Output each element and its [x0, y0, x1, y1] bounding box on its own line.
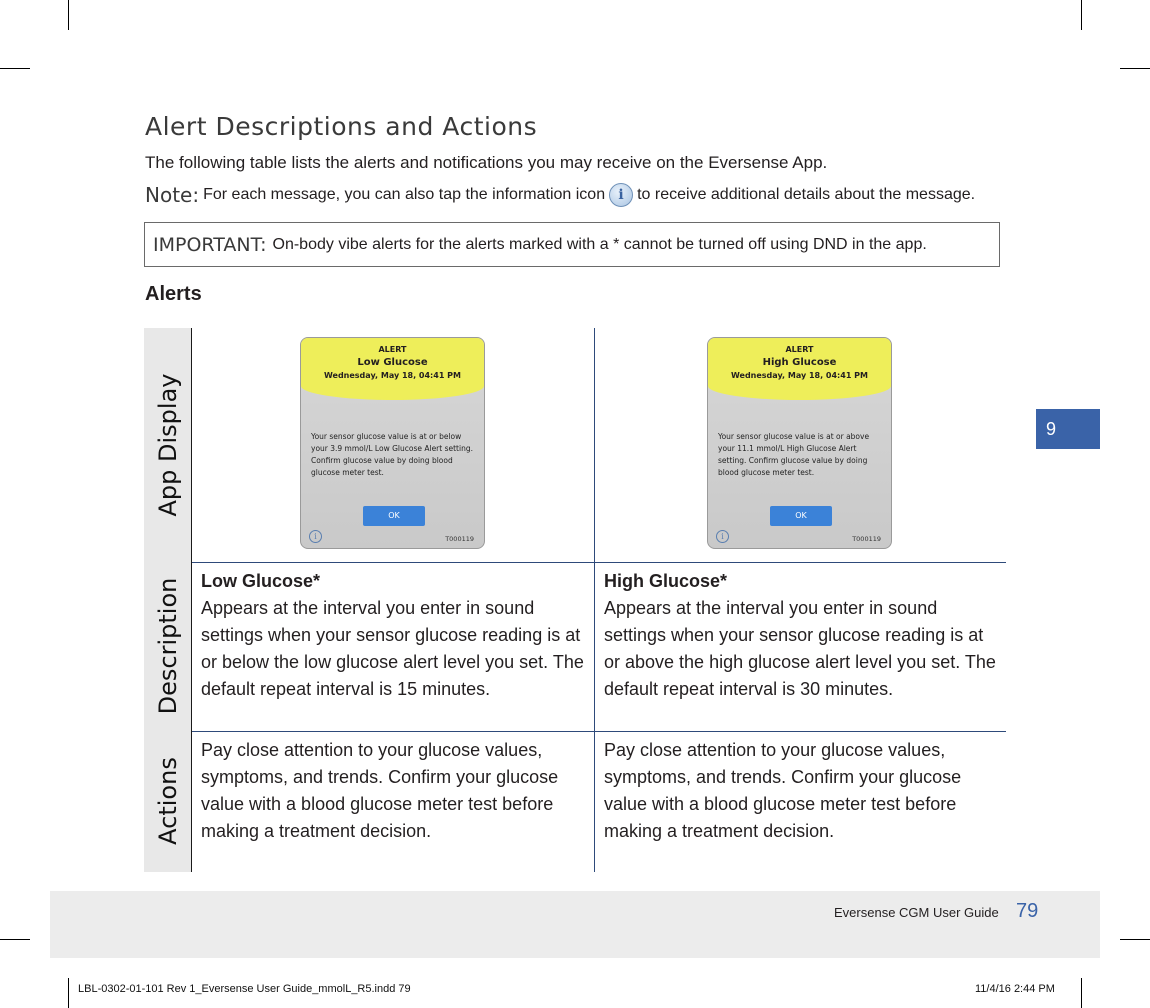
info-icon[interactable]: i	[716, 530, 729, 543]
note-label: Note:	[145, 183, 200, 207]
screen-code: T000119	[445, 535, 474, 543]
alert-action: Pay close attention to your glucose values, symptoms, and trends. Confirm your glucose value with a blood glucose meter test before making a treatment decision.	[604, 740, 962, 841]
print-slug-timestamp: 11/4/16 2:44 PM	[975, 983, 1055, 995]
alert-banner	[708, 338, 891, 400]
row-label-actions	[144, 731, 192, 872]
alert-message: Your sensor glucose value is at or above your 11.1 mmol/L High Glucose Alert setting. Confirm glucose value by doing blood glucose meter test.	[718, 432, 870, 477]
info-icon[interactable]: i	[309, 530, 322, 543]
alert-description: Appears at the interval you enter in sound settings when your sensor glucose reading is at or below the low glucose alert level you set. The default repeat interval is 15 minutes.	[201, 598, 584, 699]
alert-name: High Glucose*	[604, 571, 728, 591]
action-cell-high	[604, 737, 996, 845]
note-text-after: to receive additional details about the message.	[637, 186, 976, 203]
important-box	[144, 222, 1000, 267]
alert-screen-high-glucose	[707, 337, 892, 549]
description-cell-low	[201, 568, 586, 703]
crop-mark	[68, 978, 69, 1008]
row-label-text: Description	[153, 577, 182, 715]
alert-screen-low-glucose	[300, 337, 485, 549]
crop-mark	[1081, 0, 1082, 30]
row-label-description	[144, 562, 192, 731]
description-cell-high	[604, 568, 996, 703]
guide-title: Eversense CGM User Guide	[834, 905, 999, 920]
intro-text: The following table lists the alerts and notifications you may receive on the Eversense App.	[145, 153, 828, 172]
alert-name: Low Glucose*	[201, 571, 321, 591]
important-text: On-body vibe alerts for the alerts marked with a * cannot be turned off using DND in the app.	[272, 235, 927, 253]
info-icon: i	[609, 183, 633, 207]
alert-datetime: Wednesday, May 18, 04:41 PM	[730, 371, 868, 380]
important-label: IMPORTANT:	[153, 233, 267, 256]
alert-banner	[301, 338, 484, 400]
page-title: Alert Descriptions and Actions	[145, 112, 538, 141]
row-label-app-display	[144, 328, 192, 562]
page-number: 79	[1016, 900, 1039, 922]
crop-mark	[68, 0, 69, 30]
alert-kind: ALERT	[785, 345, 814, 354]
alert-description: Appears at the interval you enter in sound settings when your sensor glucose reading is at or above the high glucose alert level you set. The default repeat interval is 30 minutes.	[604, 598, 996, 699]
crop-mark	[1120, 939, 1150, 940]
crop-mark	[0, 939, 30, 940]
action-cell-low	[201, 737, 586, 845]
alerts-heading: Alerts	[145, 283, 202, 305]
column-divider	[594, 328, 595, 872]
ok-button[interactable]: OK	[363, 506, 425, 526]
row-label-text: App Display	[153, 373, 182, 517]
screen-code: T000119	[852, 535, 881, 543]
print-slug-file: LBL-0302-01-101 Rev 1_Eversense User Guide_mmolL_R5.indd 79	[78, 983, 411, 995]
crop-mark	[1081, 978, 1082, 1008]
crop-mark	[1120, 68, 1150, 69]
crop-mark	[0, 68, 30, 69]
page-footer	[50, 891, 1100, 958]
alert-title: Low Glucose	[357, 357, 428, 368]
alert-action: Pay close attention to your glucose values, symptoms, and trends. Confirm your glucose value with a blood glucose meter test before making a treatment decision.	[201, 740, 559, 841]
row-label-text: Actions	[153, 757, 182, 845]
alert-datetime: Wednesday, May 18, 04:41 PM	[323, 371, 461, 380]
table-divider	[192, 562, 1006, 563]
alert-kind: ALERT	[378, 345, 407, 354]
alert-title: High Glucose	[762, 357, 837, 368]
note	[145, 183, 975, 207]
alert-message: Your sensor glucose value is at or below your 3.9 mmol/L Low Glucose Alert setting. Confirm glucose value by doing blood glucose meter test.	[311, 432, 473, 477]
note-text-before: For each message, you can also tap the information icon	[203, 186, 606, 203]
ok-button[interactable]: OK	[770, 506, 832, 526]
table-divider	[192, 731, 1006, 732]
chapter-tab: 9	[1036, 409, 1100, 449]
